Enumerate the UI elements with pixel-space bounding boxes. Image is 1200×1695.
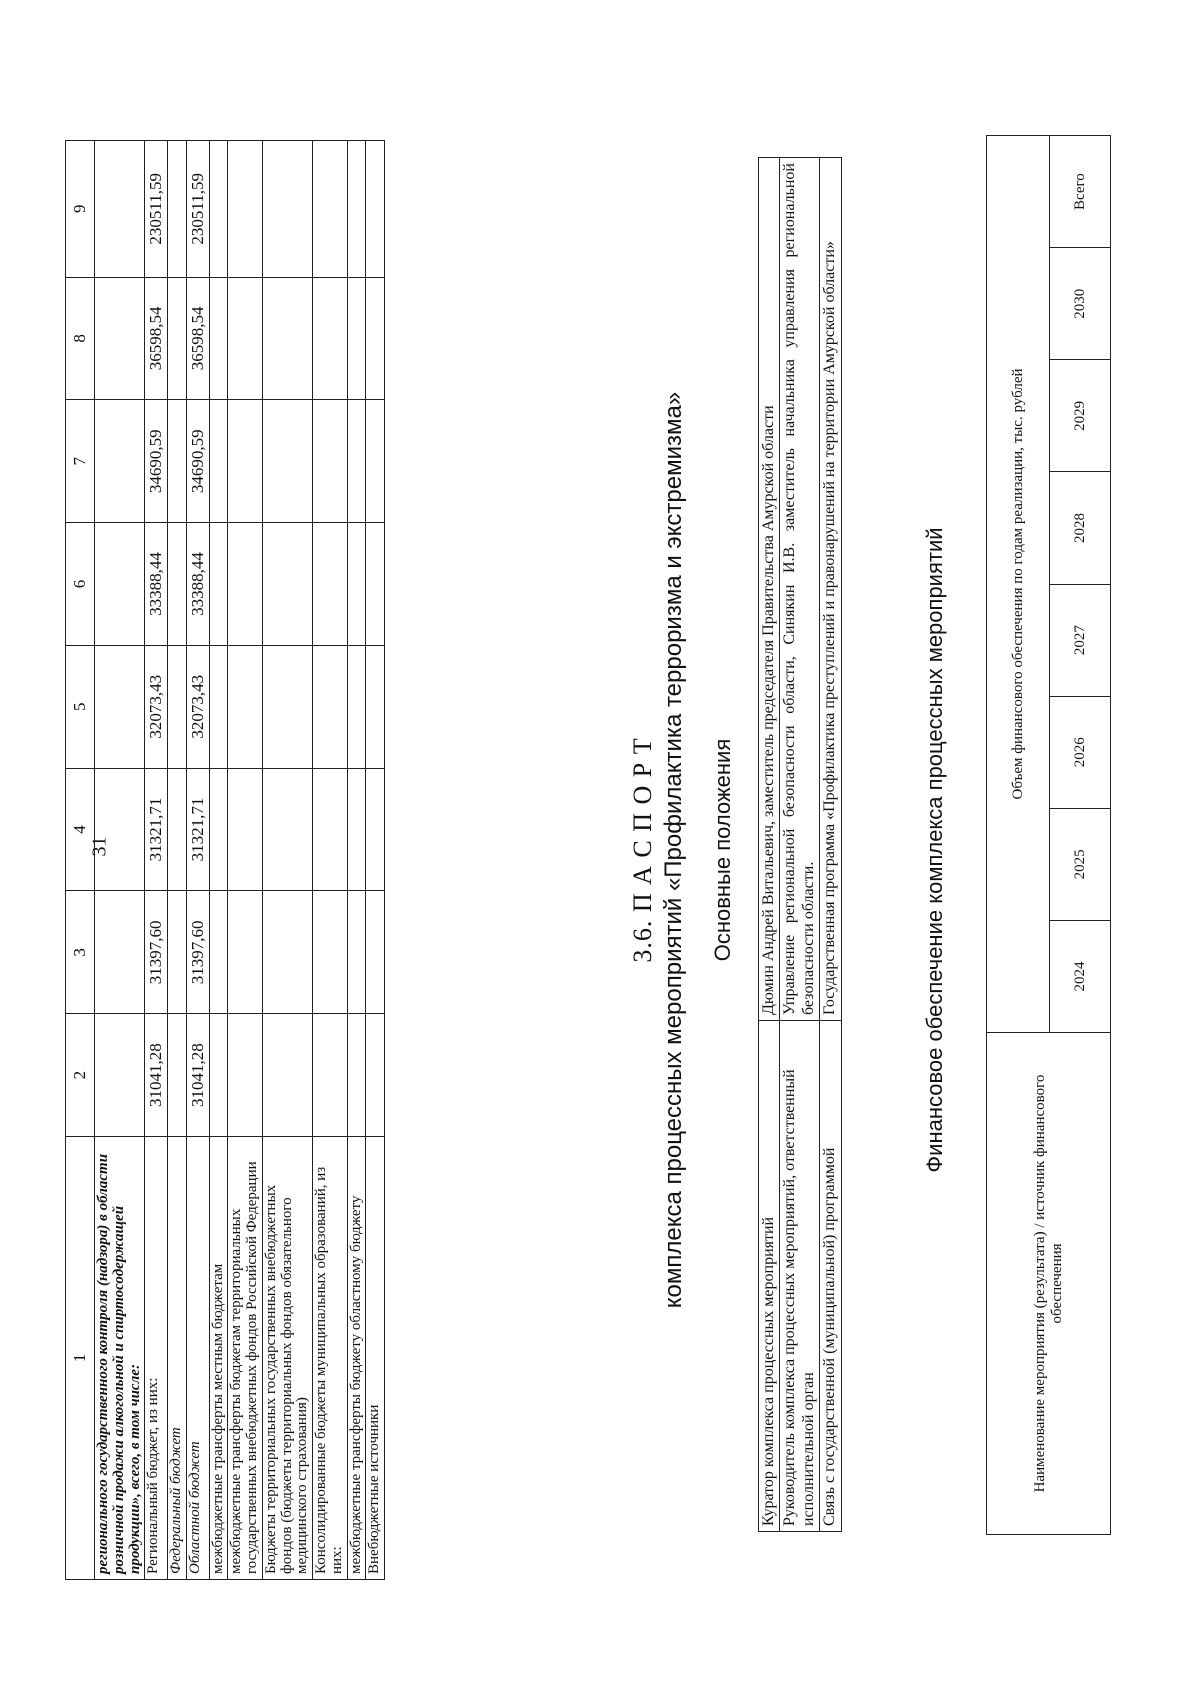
value-cell: [366, 400, 385, 523]
row-label: Внебюджетные источники: [366, 1137, 385, 1580]
value-cell: [209, 277, 228, 400]
value-cell: [209, 1014, 228, 1137]
header-cell: 9: [66, 141, 95, 278]
value-cell: 230511,59: [145, 141, 168, 278]
value-cell: 36598,54: [186, 277, 209, 400]
value-cell: [347, 277, 366, 400]
value-cell: [366, 891, 385, 1014]
value-cell: [168, 277, 187, 400]
value-cell: [347, 523, 366, 646]
table-row: [313, 141, 348, 1580]
value-cell: [168, 768, 187, 891]
value-cell: [262, 1014, 312, 1137]
value-cell: 31321,71: [145, 768, 168, 891]
header-cell: 7: [66, 400, 95, 523]
value-cell: [313, 645, 348, 768]
value-cell: [168, 400, 187, 523]
year-header: 2024: [1050, 920, 1111, 1032]
value-cell: [347, 645, 366, 768]
value-cell: [209, 400, 228, 523]
value-cell: [366, 277, 385, 400]
row-label: регионального государственного контроля (надзора) в области розничной продажи алкогольной и спиртосодержащей продукции», всего, в том числе:: [95, 1137, 145, 1580]
value-cell: [347, 891, 366, 1014]
table-row: [186, 141, 209, 1580]
table-row: [145, 141, 168, 1580]
year-header: 2028: [1050, 472, 1111, 584]
value-cell: [95, 1014, 145, 1137]
value-cell: [366, 523, 385, 646]
financing-table: [986, 135, 1111, 1535]
value-cell: [262, 768, 312, 891]
budget-table: [65, 140, 385, 1580]
table-row: [987, 136, 1050, 1535]
provision-value: Государственная программа «Профилактика преступлений и правонарушений на территории Амурской области»: [820, 158, 841, 1021]
value-cell: [95, 141, 145, 278]
table-row: [209, 141, 228, 1580]
value-cell: [313, 400, 348, 523]
value-cell: [168, 645, 187, 768]
value-cell: [347, 400, 366, 523]
value-cell: [228, 523, 263, 646]
year-header: 2027: [1050, 584, 1111, 696]
value-cell: 33388,44: [145, 523, 168, 646]
budget-table-body: [95, 141, 385, 1580]
financing-group-header: Объем финансового обеспечения по годам реализации, тыс. рублей: [987, 136, 1050, 1033]
provision-value: Управление региональной безопасности области, Синякин И.В. заместитель начальника управления региональной безопасности области.: [780, 158, 820, 1021]
value-cell: [347, 768, 366, 891]
page-number: 31: [88, 836, 111, 857]
value-cell: [209, 891, 228, 1014]
table-row: [228, 141, 263, 1580]
main-provisions-table: [758, 157, 842, 1532]
value-cell: [209, 645, 228, 768]
value-cell: [228, 1014, 263, 1137]
value-cell: [228, 891, 263, 1014]
header-cell: 1: [66, 1137, 95, 1580]
value-cell: [95, 400, 145, 523]
value-cell: [313, 768, 348, 891]
value-cell: [95, 277, 145, 400]
row-label: межбюджетные трансферты местным бюджетам: [209, 1137, 228, 1580]
table-row: [820, 158, 841, 1532]
header-cell: 6: [66, 523, 95, 646]
value-cell: [95, 523, 145, 646]
rotated-page-content: [20, 50, 1120, 1650]
financing-heading: Финансовое обеспечение комплекса процессных мероприятий: [922, 527, 947, 1173]
table-row: [347, 141, 366, 1580]
year-header: 2025: [1050, 808, 1111, 920]
value-cell: [313, 277, 348, 400]
value-cell: [366, 1014, 385, 1137]
table-row: [366, 141, 385, 1580]
table-row: [780, 158, 820, 1532]
row-label: Областной бюджет: [186, 1137, 209, 1580]
value-cell: [262, 891, 312, 1014]
value-cell: 32073,43: [145, 645, 168, 768]
value-cell: 32073,43: [186, 645, 209, 768]
value-cell: [168, 1014, 187, 1137]
value-cell: [313, 523, 348, 646]
row-label: Бюджеты территориальных государственных внебюджетных фондов (бюджеты территориальных фондов обязательного медицинского страхования): [262, 1137, 312, 1580]
value-cell: [366, 768, 385, 891]
value-cell: [262, 523, 312, 646]
value-cell: 33388,44: [186, 523, 209, 646]
value-cell: 34690,59: [186, 400, 209, 523]
value-cell: [209, 768, 228, 891]
value-cell: [95, 768, 145, 891]
header-cell: 8: [66, 277, 95, 400]
value-cell: [262, 141, 312, 278]
value-cell: [366, 645, 385, 768]
row-label: Консолидированные бюджеты муниципальных образований, из них:: [313, 1137, 348, 1580]
value-cell: [209, 523, 228, 646]
row-label: межбюджетные трансферты бюджетам территориальных государственных внебюджетных фондов Российской Федерации: [228, 1137, 263, 1580]
value-cell: 34690,59: [145, 400, 168, 523]
value-cell: [228, 141, 263, 278]
value-cell: 31041,28: [186, 1014, 209, 1137]
provision-value: Дюмин Андрей Витальевич, заместитель председателя Правительства Амурской области: [759, 158, 780, 1021]
value-cell: [168, 141, 187, 278]
main-provisions-heading: Основные положения: [710, 738, 735, 962]
row-label: межбюджетные трансферты бюджету областному бюджету: [347, 1137, 366, 1580]
provision-key: Куратор комплекса процессных мероприятий: [759, 1021, 780, 1532]
financing-name-header: Наименование мероприятия (результата) / источник финансового обеспечения: [987, 1032, 1111, 1534]
value-cell: 31041,28: [145, 1014, 168, 1137]
provision-key: Связь с государственной (муниципальной) программой: [820, 1021, 841, 1532]
value-cell: 36598,54: [145, 277, 168, 400]
value-cell: [168, 891, 187, 1014]
value-cell: [347, 1014, 366, 1137]
value-cell: [262, 400, 312, 523]
table-row: [759, 158, 780, 1532]
value-cell: [313, 141, 348, 278]
value-cell: [262, 277, 312, 400]
value-cell: [95, 891, 145, 1014]
header-cell: 2: [66, 1014, 95, 1137]
value-cell: [228, 277, 263, 400]
year-header: 2029: [1050, 360, 1111, 472]
header-cell: 3: [66, 891, 95, 1014]
table-row: [262, 141, 312, 1580]
value-cell: 31397,60: [186, 891, 209, 1014]
total-header: Всего: [1050, 136, 1111, 248]
value-cell: 31397,60: [145, 891, 168, 1014]
header-cell: 4: [66, 768, 95, 891]
value-cell: [228, 645, 263, 768]
value-cell: [262, 645, 312, 768]
value-cell: [366, 141, 385, 278]
row-label: Федеральный бюджет: [168, 1137, 187, 1580]
value-cell: 230511,59: [186, 141, 209, 278]
header-cell: 5: [66, 645, 95, 768]
table-row: [95, 141, 145, 1580]
value-cell: [95, 645, 145, 768]
row-label: Региональный бюджет, из них:: [145, 1137, 168, 1580]
table-row: [168, 141, 187, 1580]
value-cell: [168, 523, 187, 646]
year-header: 2026: [1050, 696, 1111, 808]
provision-key: Руководитель комплекса процессных мероприятий, ответственный исполнительной орган: [780, 1021, 820, 1532]
value-cell: [209, 141, 228, 278]
value-cell: 31321,71: [186, 768, 209, 891]
value-cell: [313, 1014, 348, 1137]
value-cell: [313, 891, 348, 1014]
value-cell: [228, 768, 263, 891]
passport-title: 3.6. П А С П О Р Т: [628, 737, 657, 963]
value-cell: [347, 141, 366, 278]
value-cell: [228, 400, 263, 523]
passport-subtitle: комплекса процессных мероприятий «Профилактика терроризма и экстремизма»: [660, 391, 687, 1309]
year-header: 2030: [1050, 248, 1111, 360]
budget-table-header-row: [66, 141, 95, 1580]
